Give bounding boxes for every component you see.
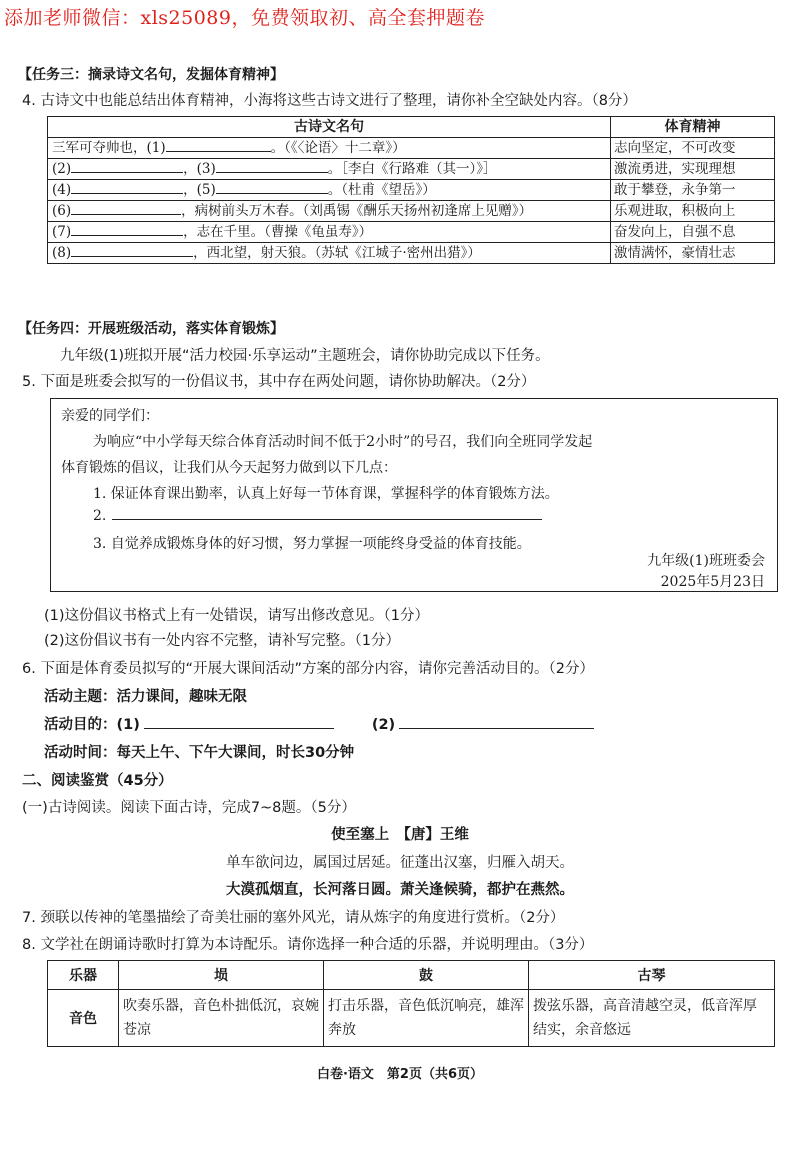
answer-blank[interactable] (399, 727, 594, 729)
table-row (48, 180, 775, 201)
answer-blank[interactable] (71, 213, 181, 215)
task4-heading: 【任务四：开展班级活动，落实体育锻炼】 (18, 321, 284, 337)
table-row (48, 243, 775, 264)
row-text: ，志在千里。（曹操《龟虽寿》） (183, 224, 373, 240)
row-blank-label: ，(3) (183, 161, 216, 177)
activity-theme: 活动主题：活力课间，趣味无限 (44, 689, 247, 705)
row-blank-label: (4) (52, 182, 72, 198)
question-5: 5. 下面是班委会拟写的一份倡议书，其中存在两处问题，请你协助解决。（2分） (22, 374, 536, 390)
question-5-1: (1)这份倡议书格式上有一处错误，请写出修改意见。（1分） (44, 608, 430, 624)
row-text: 。［李白《行路难（其一）》］ (327, 161, 497, 177)
question-4: 4. 古诗文中也能总结出体育精神，小海将这些古诗文进行了整理，请你补全空缺处内容。（8分） (22, 93, 637, 109)
task4-intro: 九年级(1)班拟开展“活力校园·乐享运动”主题班会，请你协助完成以下任务。 (60, 348, 550, 364)
section2-sub1: (一)古诗阅读。阅读下面古诗，完成7~8题。（5分） (22, 800, 356, 816)
instrument-name: 古琴 (529, 961, 775, 990)
instrument-table (47, 960, 775, 1047)
answer-blank[interactable] (216, 192, 328, 194)
table-row (48, 222, 775, 243)
question-6: 6. 下面是体育委员拟写的“开展大课间活动”方案的部分内容，请你完善活动目的。（2分） (22, 661, 594, 677)
poem-title: 使至塞上 【唐】王维 (331, 827, 469, 843)
poem-line: 单车欲问边，属国过居延。征蓬出汉塞，归雁入胡天。 (226, 855, 574, 871)
activity-purpose: 活动目的：(1) (2) (44, 713, 594, 734)
table-header-row (48, 117, 775, 138)
row-blank-label: (2) (52, 161, 72, 177)
answer-blank[interactable] (112, 518, 542, 520)
proposal-letter (50, 398, 778, 592)
question-5-2: (2)这份倡议书有一处内容不完整，请补写完整。（1分） (44, 633, 401, 649)
letter-signature: 九年级(1)班班委会 (647, 553, 765, 569)
spirit-cell: 志向坚定，不可改变 (611, 138, 775, 159)
instrument-desc: 拨弦乐器，高音清越空灵，低音浑厚结实，余音悠远 (529, 990, 775, 1047)
watermark-banner: 添加老师微信：xls25089，免费领取初、高全套押题卷 (4, 7, 485, 29)
col-header-spirit: 体育精神 (611, 117, 775, 138)
answer-blank[interactable] (71, 171, 183, 173)
task3-heading: 【任务三：摘录诗文名句，发掘体育精神】 (18, 67, 284, 83)
row-text: ，西北望，射天狼。（苏轼《江城子·密州出猎》） (193, 245, 481, 261)
answer-blank[interactable] (71, 234, 183, 236)
answer-blank[interactable] (71, 255, 193, 257)
row-blank-label: ，(5) (183, 182, 216, 198)
table-row (48, 138, 775, 159)
instrument-name: 埙 (119, 961, 324, 990)
section2-heading: 二、阅读鉴赏（45分） (22, 773, 173, 789)
spirit-cell: 乐观进取，积极向上 (611, 201, 775, 222)
answer-blank[interactable] (144, 727, 334, 729)
answer-blank[interactable] (166, 150, 271, 152)
table-row (48, 990, 775, 1047)
page-footer: 白卷·语文 第2页（共6页） (316, 1067, 484, 1082)
spirit-cell: 激情满怀，豪情壮志 (611, 243, 775, 264)
col-header-poem: 古诗文名句 (48, 117, 611, 138)
question-8: 8. 文学社在朗诵诗歌时打算为本诗配乐。请你选择一种合适的乐器，并说明理由。（3分） (22, 937, 594, 953)
row-blank-label: (8) (52, 245, 72, 261)
spirit-cell: 激流勇进，实现理想 (611, 159, 775, 180)
row-text: 。（《〈论语〉十二章》） (270, 140, 406, 156)
table-header-row (48, 961, 775, 990)
letter-item-2: 2. (93, 508, 542, 524)
row-text: ，病树前头万木春。（刘禹锡《酬乐天扬州初逢席上见赠》） (181, 202, 533, 219)
instrument-name: 鼓 (324, 961, 529, 990)
poem-line: 大漠孤烟直，长河落日圆。萧关逢候骑，都护在燕然。 (226, 881, 574, 898)
row-blank-label: 三军可夺帅也，(1) (52, 140, 166, 156)
spirit-cell: 奋发向上，自强不息 (611, 222, 775, 243)
spirit-cell: 敢于攀登，永争第一 (611, 180, 775, 201)
question-7: 7. 颈联以传神的笔墨描绘了奇美壮丽的塞外风光，请从炼字的角度进行赏析。（2分） (22, 910, 565, 926)
letter-item-3: 3. 自觉养成锻炼身体的好习惯，努力掌握一项能终身受益的体育技能。 (93, 536, 531, 552)
letter-item-1: 1. 保证体育课出勤率，认真上好每一节体育课，掌握科学的体育锻炼方法。 (93, 486, 559, 502)
letter-paragraph: 体育锻炼的倡议，让我们从今天起努力做到以下几点： (61, 460, 397, 476)
poem-table (47, 116, 775, 264)
instrument-desc: 打击乐器，音色低沉响亮，雄浑奔放 (324, 990, 529, 1047)
row-blank-label: (7) (52, 224, 72, 240)
activity-time: 活动时间：每天上午、下午大课间，时长30分钟 (44, 745, 355, 761)
answer-blank[interactable] (71, 192, 183, 194)
letter-greeting: 亲爱的同学们： (61, 408, 159, 424)
letter-paragraph: 为响应“中小学每天综合体育活动时间不低于2小时”的号召，我们向全班同学发起 (93, 434, 593, 450)
instrument-desc: 吹奏乐器，音色朴拙低沉，哀婉苍凉 (119, 990, 324, 1047)
instrument-label: 乐器 (48, 961, 119, 990)
row-text: 。（杜甫《望岳》） (327, 182, 436, 198)
letter-date: 2025年5月23日 (660, 574, 765, 590)
tone-label: 音色 (48, 990, 119, 1047)
table-row (48, 159, 775, 180)
row-blank-label: (6) (52, 202, 72, 219)
table-row (48, 201, 775, 222)
answer-blank[interactable] (216, 171, 328, 173)
